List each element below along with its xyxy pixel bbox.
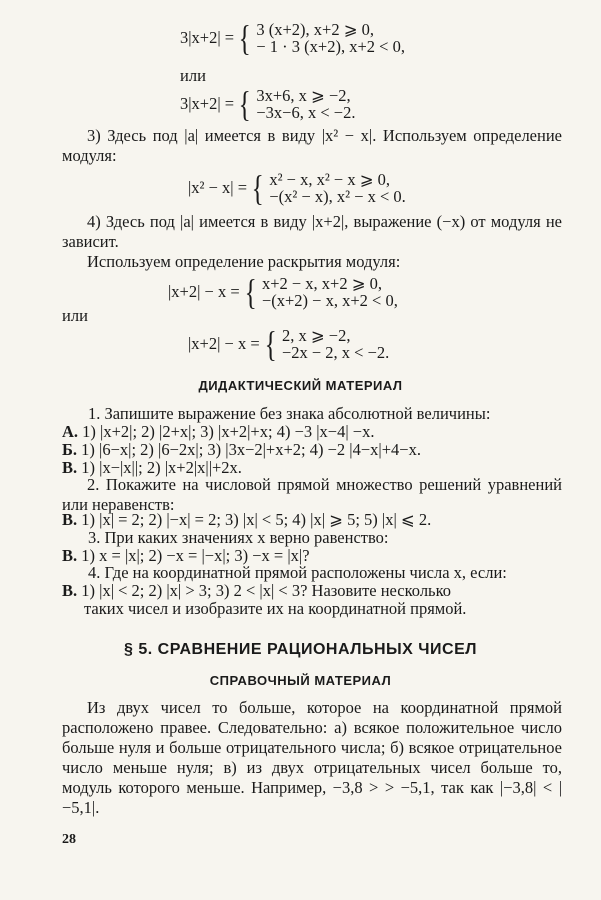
variant-label: В.: [62, 546, 78, 565]
variant-label: А.: [62, 422, 79, 441]
case-line: − 1 · 3 (x+2), x+2 < 0,: [256, 37, 405, 56]
equation-lhs: |x+2| − x =: [188, 334, 260, 354]
equation-lhs: |x² − x| =: [188, 178, 248, 198]
exercise-text: 1) x = |x|; 2) −x = |−x|; 3) −x = |x|?: [81, 546, 310, 565]
case-line: x+2 − x, x+2 ⩾ 0,: [261, 274, 383, 293]
left-brace-icon: {: [238, 18, 251, 58]
variant-label: В.: [62, 581, 78, 600]
variant-label: В.: [62, 458, 78, 477]
variant-label: В.: [62, 510, 78, 529]
reference-paragraph: Из двух чисел то больше, которое на координатной прямой расположено правее. Следовательно: а) всякое положительное число больше нуля и больше отрицательного числа; б) всякое отрицательное число меньше нуля; в) из двух отрицательных чисел больше то, модуль которого меньше. Например, −3,8 > > −5,1, так как |−3,8| < |−5,1|.: [62, 698, 562, 817]
exercise-3: 3. При каких значениях x верно равенство:: [88, 528, 389, 547]
case-line: −(x² − x), x² − x < 0.: [269, 187, 406, 206]
case-line: x² − x, x² − x ⩾ 0,: [269, 170, 391, 189]
case-line: −(x+2) − x, x+2 < 0,: [261, 291, 398, 310]
exercise-text: 1) |x−|x||; 2) |x+2|x||+2x.: [81, 458, 242, 477]
case-line: 3 (x+2), x+2 ⩾ 0,: [256, 20, 375, 39]
exercise-2: 2. Покажите на числовой прямой множество решений уравнений или неравенств:: [62, 475, 562, 514]
equation-lhs: |x+2| − x =: [168, 282, 240, 302]
paragraph-item-3: 3) Здесь под |a| имеется в виду |x² − x|. Используем определение модуля:: [62, 126, 562, 165]
equation-system-5: [188, 326, 389, 362]
equation-system-4: [168, 274, 398, 310]
case-line: −2x − 2, x < −2.: [281, 343, 390, 362]
exercise-text: 1) |6−x|; 2) |6−2x|; 3) |3x−2|+x+2; 4) −2 |4−x|+4−x.: [81, 440, 421, 459]
reference-heading: СПРАВОЧНЫЙ МАТЕРИАЛ: [209, 673, 392, 688]
equation-lhs: 3|x+2| =: [180, 94, 235, 114]
equation-system-1: [180, 20, 405, 56]
didactic-heading: ДИДАКТИЧЕСКИЙ МАТЕРИАЛ: [198, 378, 403, 393]
exercise-4: 4. Где на координатной прямой расположены числа x, если:: [88, 563, 507, 582]
left-brace-icon: {: [251, 168, 264, 208]
exercise-text: 1) |x| < 2; 2) |x| > 3; 3) 2 < |x| < 3? Назовите несколько: [81, 581, 452, 600]
left-brace-icon: {: [238, 84, 251, 124]
left-brace-icon: {: [244, 272, 257, 312]
left-brace-icon: {: [264, 324, 277, 364]
page-number: 28: [62, 832, 76, 847]
exercise-4a: [62, 581, 562, 601]
exercise-text: 1) |x+2|; 2) |2+x|; 3) |x+2|+x; 4) −3 |x−4| −x.: [82, 422, 375, 441]
exercise-1a: [62, 422, 562, 442]
case-line: −3x−6, x < −2.: [256, 103, 356, 122]
or-word: или: [62, 306, 88, 325]
paragraph-item-4b: Используем определение раскрытия модуля:: [87, 252, 401, 271]
exercise-4b: таких чисел и изобразите их на координатной прямой.: [84, 599, 467, 618]
exercise-2a: [62, 510, 562, 530]
case-line: 3x+6, x ⩾ −2,: [256, 86, 351, 105]
equation-system-2: [180, 86, 355, 122]
exercise-text: 1) |x| = 2; 2) |−x| = 2; 3) |x| < 5; 4) |x| ⩾ 5; 5) |x| ⩽ 2.: [81, 510, 432, 529]
paragraph-item-4: 4) Здесь под |a| имеется в виду |x+2|, выражение (−x) от модуля не зависит.: [62, 212, 562, 251]
equation-lhs: 3|x+2| =: [180, 28, 235, 48]
exercise-1: 1. Запишите выражение без знака абсолютной величины:: [88, 404, 491, 423]
equation-system-3: [188, 170, 406, 206]
section-title: § 5. СРАВНЕНИЕ РАЦИОНАЛЬНЫХ ЧИСЕЛ: [124, 641, 477, 658]
exercise-1b: [62, 440, 562, 460]
or-word: или: [180, 66, 206, 85]
case-line: 2, x ⩾ −2,: [281, 326, 351, 345]
variant-label: Б.: [62, 440, 78, 459]
